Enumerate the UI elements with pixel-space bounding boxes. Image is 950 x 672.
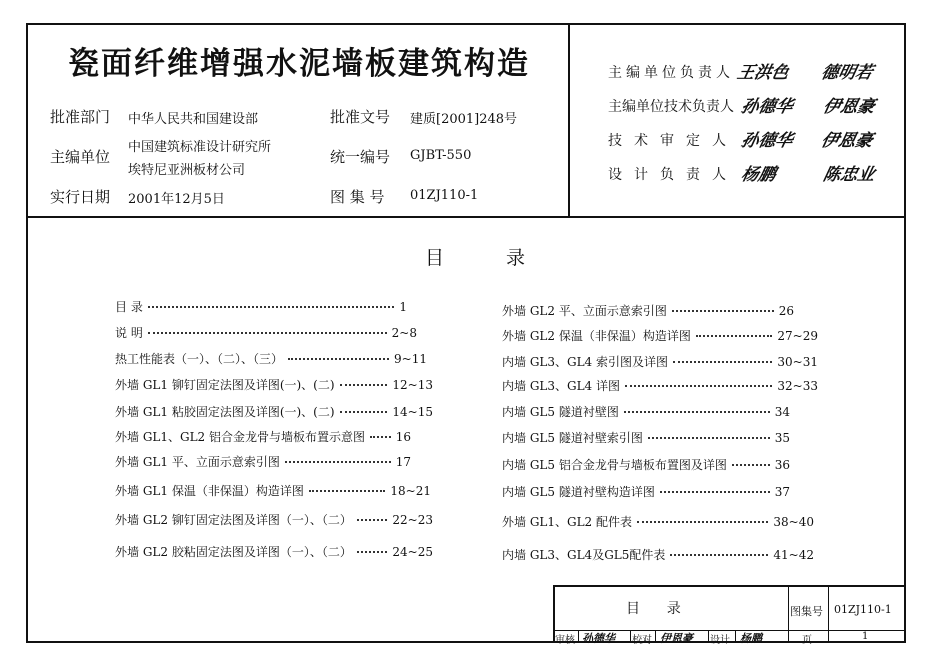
toc-item-page: 35 xyxy=(774,431,790,445)
toc-item-title: 热工性能表（一）、（二）、（三） xyxy=(115,352,284,366)
toc-leader xyxy=(648,437,770,439)
editor-unit-line-1: 中国建筑标准设计研究所 xyxy=(128,140,272,155)
signature-chief-unit-2: 德明若 xyxy=(819,63,875,83)
toc-item-page: 1 xyxy=(399,300,407,314)
toc-leader xyxy=(288,358,389,360)
toc-left-item xyxy=(115,350,427,367)
toc-item-page: 37 xyxy=(774,485,790,499)
title-block-col-divider xyxy=(735,630,736,643)
toc-item-title: 内墙 GL3、GL4及GL5配件表 xyxy=(502,548,666,562)
toc-item-title: 内墙 GL5 隧道衬壁索引图 xyxy=(502,431,643,445)
title-block-col-divider xyxy=(630,630,631,643)
toc-left-item xyxy=(115,298,407,315)
toc-item-page: 30~31 xyxy=(777,355,818,369)
toc-item-title: 内墙 GL3、GL4 索引图及详图 xyxy=(502,355,669,369)
title-block-design-signature: 杨鹏 xyxy=(740,632,762,645)
toc-item-title: 外墙 GL1 铆钉固定法图及详图(一)、(二) xyxy=(115,378,335,392)
toc-left-item xyxy=(115,543,433,560)
editor-unit-line-2: 埃特尼亚洲板材公司 xyxy=(128,163,246,178)
toc-right-item xyxy=(502,483,790,500)
toc-item-title: 内墙 GL5 隧道衬壁图 xyxy=(502,405,619,419)
title-block-check-label: 校对 xyxy=(632,635,652,646)
signature-technical-chief-1: 孙德华 xyxy=(739,97,795,117)
title-block-atlas-no: 01ZJ110-1 xyxy=(834,603,892,616)
toc-leader xyxy=(732,464,770,466)
toc-item-title: 外墙 GL1、GL2 铝合金龙骨与墙板布置示意图 xyxy=(115,430,366,444)
title-block-page-no: 1 xyxy=(862,631,869,642)
title-block-col-divider xyxy=(578,630,579,643)
toc-left-item xyxy=(115,511,433,528)
toc-item-title: 内墙 GL5 铝合金龙骨与墙板布置图及详图 xyxy=(502,458,727,472)
signature-design-chief-2: 陈忠业 xyxy=(821,165,877,185)
toc-item-page: 9~11 xyxy=(394,352,427,366)
title-block-col-divider xyxy=(828,585,829,643)
toc-item-page: 26 xyxy=(778,304,794,318)
title-block-col-divider xyxy=(655,630,656,643)
toc-item-title: 外墙 GL2 保温（非保温）构造详图 xyxy=(502,329,691,343)
approval-doc-label: 批准文号 xyxy=(330,108,391,126)
toc-item-title: 外墙 GL2 铆钉固定法图及详图（一）、（二） xyxy=(115,513,352,527)
toc-item-page: 18~21 xyxy=(390,484,431,498)
toc-right-item xyxy=(502,302,794,319)
toc-item-title: 内墙 GL3、GL4 详图 xyxy=(502,379,621,393)
toc-item-title: 目 录 xyxy=(115,300,143,314)
toc-leader xyxy=(340,384,388,386)
toc-heading: 目 录 xyxy=(425,247,554,269)
role-technical-chief: 主编单位技术负责人 xyxy=(608,99,734,115)
toc-item-page: 36 xyxy=(774,458,790,472)
toc-item-page: 12~13 xyxy=(392,378,433,392)
toc-item-title: 说 明 xyxy=(115,326,143,340)
toc-item-title: 外墙 GL1 粘胶固定法图及详图(一)、(二) xyxy=(115,405,335,419)
toc-item-page: 24~25 xyxy=(392,545,433,559)
header-vertical-divider xyxy=(568,23,570,216)
role-technical-review: 技术审定人 xyxy=(608,133,738,149)
toc-item-title: 外墙 GL2 胶粘固定法图及详图（一）、（二） xyxy=(115,545,352,559)
toc-right-item xyxy=(502,353,818,370)
title-block-atlas-label: 图集号 xyxy=(790,605,823,618)
title-block-review-label: 审核 xyxy=(555,635,575,646)
signature-design-chief-1: 杨鹏 xyxy=(739,165,778,185)
toc-leader xyxy=(309,490,386,492)
toc-right-item xyxy=(502,403,790,420)
toc-leader xyxy=(673,361,772,363)
toc-right-item xyxy=(502,513,814,530)
signature-technical-review-2: 伊恩豪 xyxy=(819,131,875,151)
toc-leader xyxy=(672,310,774,312)
title-block-review-signature: 孙德华 xyxy=(582,632,615,645)
toc-item-title: 内墙 GL5 隧道衬壁构造详图 xyxy=(502,485,655,499)
unified-no-value: GJBT-550 xyxy=(410,148,472,163)
toc-item-title: 外墙 GL1、GL2 配件表 xyxy=(502,515,633,529)
toc-item-title: 外墙 GL2 平、立面示意索引图 xyxy=(502,304,667,318)
toc-leader xyxy=(696,335,773,337)
toc-left-item xyxy=(115,403,433,420)
signature-technical-chief-2: 伊恩豪 xyxy=(821,97,877,117)
toc-item-page: 38~40 xyxy=(773,515,814,529)
toc-item-page: 32~33 xyxy=(777,379,818,393)
title-block-design-label: 设计 xyxy=(710,635,730,646)
role-chief-unit: 主编单位负责人 xyxy=(608,65,734,81)
toc-right-item xyxy=(502,546,814,563)
toc-leader xyxy=(357,551,388,553)
toc-leader xyxy=(340,411,388,413)
toc-leader xyxy=(357,519,388,521)
toc-item-page: 27~29 xyxy=(777,329,818,343)
unified-no-label: 统一编号 xyxy=(330,148,391,166)
approval-dept-value: 中华人民共和国建设部 xyxy=(128,112,259,127)
toc-item-page: 2~8 xyxy=(391,326,417,340)
signature-technical-review-1: 孙德华 xyxy=(739,131,795,151)
page-title: 瓷面纤维增强水泥墙板建筑构造 xyxy=(68,46,530,82)
header-divider xyxy=(26,216,906,218)
editor-unit-label: 主编单位 xyxy=(50,148,111,166)
toc-item-title: 外墙 GL1 保温（非保温）构造详图 xyxy=(115,484,304,498)
toc-left-item xyxy=(115,428,411,445)
toc-item-page: 16 xyxy=(395,430,411,444)
toc-right-item xyxy=(502,327,818,344)
toc-leader xyxy=(660,491,770,493)
toc-right-item xyxy=(502,429,790,446)
approval-dept-label: 批准部门 xyxy=(50,108,111,126)
toc-item-page: 14~15 xyxy=(392,405,433,419)
toc-item-page: 34 xyxy=(774,405,790,419)
toc-leader xyxy=(624,411,770,413)
title-block-col-divider xyxy=(788,585,789,643)
toc-right-item xyxy=(502,456,790,473)
title-block-name: 目 录 xyxy=(626,601,681,617)
atlas-no-value: 01ZJ110-1 xyxy=(410,188,479,203)
toc-item-page: 17 xyxy=(395,455,411,469)
title-block-page-label: 页 xyxy=(802,635,812,646)
toc-leader xyxy=(148,306,395,308)
signature-chief-unit-1: 王洪色 xyxy=(735,63,791,83)
effective-date-value: 2001年12月5日 xyxy=(128,192,225,207)
toc-leader xyxy=(670,554,768,556)
toc-item-page: 41~42 xyxy=(773,548,814,562)
toc-leader xyxy=(285,461,391,463)
toc-leader xyxy=(625,385,772,387)
toc-right-item xyxy=(502,377,818,394)
title-block-col-divider xyxy=(708,630,709,643)
toc-left-item xyxy=(115,376,433,393)
effective-date-label: 实行日期 xyxy=(50,188,111,206)
toc-leader xyxy=(148,332,387,334)
atlas-no-label: 图 集 号 xyxy=(330,188,385,206)
approval-doc-value: 建质[2001]248号 xyxy=(410,112,518,127)
role-design-chief: 设计负责人 xyxy=(608,167,738,183)
toc-left-item xyxy=(115,453,411,470)
title-block-check-signature: 伊恩豪 xyxy=(660,632,693,645)
toc-left-item xyxy=(115,482,431,499)
toc-left-item xyxy=(115,324,417,341)
toc-leader xyxy=(370,436,391,438)
toc-leader xyxy=(637,521,768,523)
toc-item-page: 22~23 xyxy=(392,513,433,527)
toc-item-title: 外墙 GL1 平、立面示意索引图 xyxy=(115,455,280,469)
